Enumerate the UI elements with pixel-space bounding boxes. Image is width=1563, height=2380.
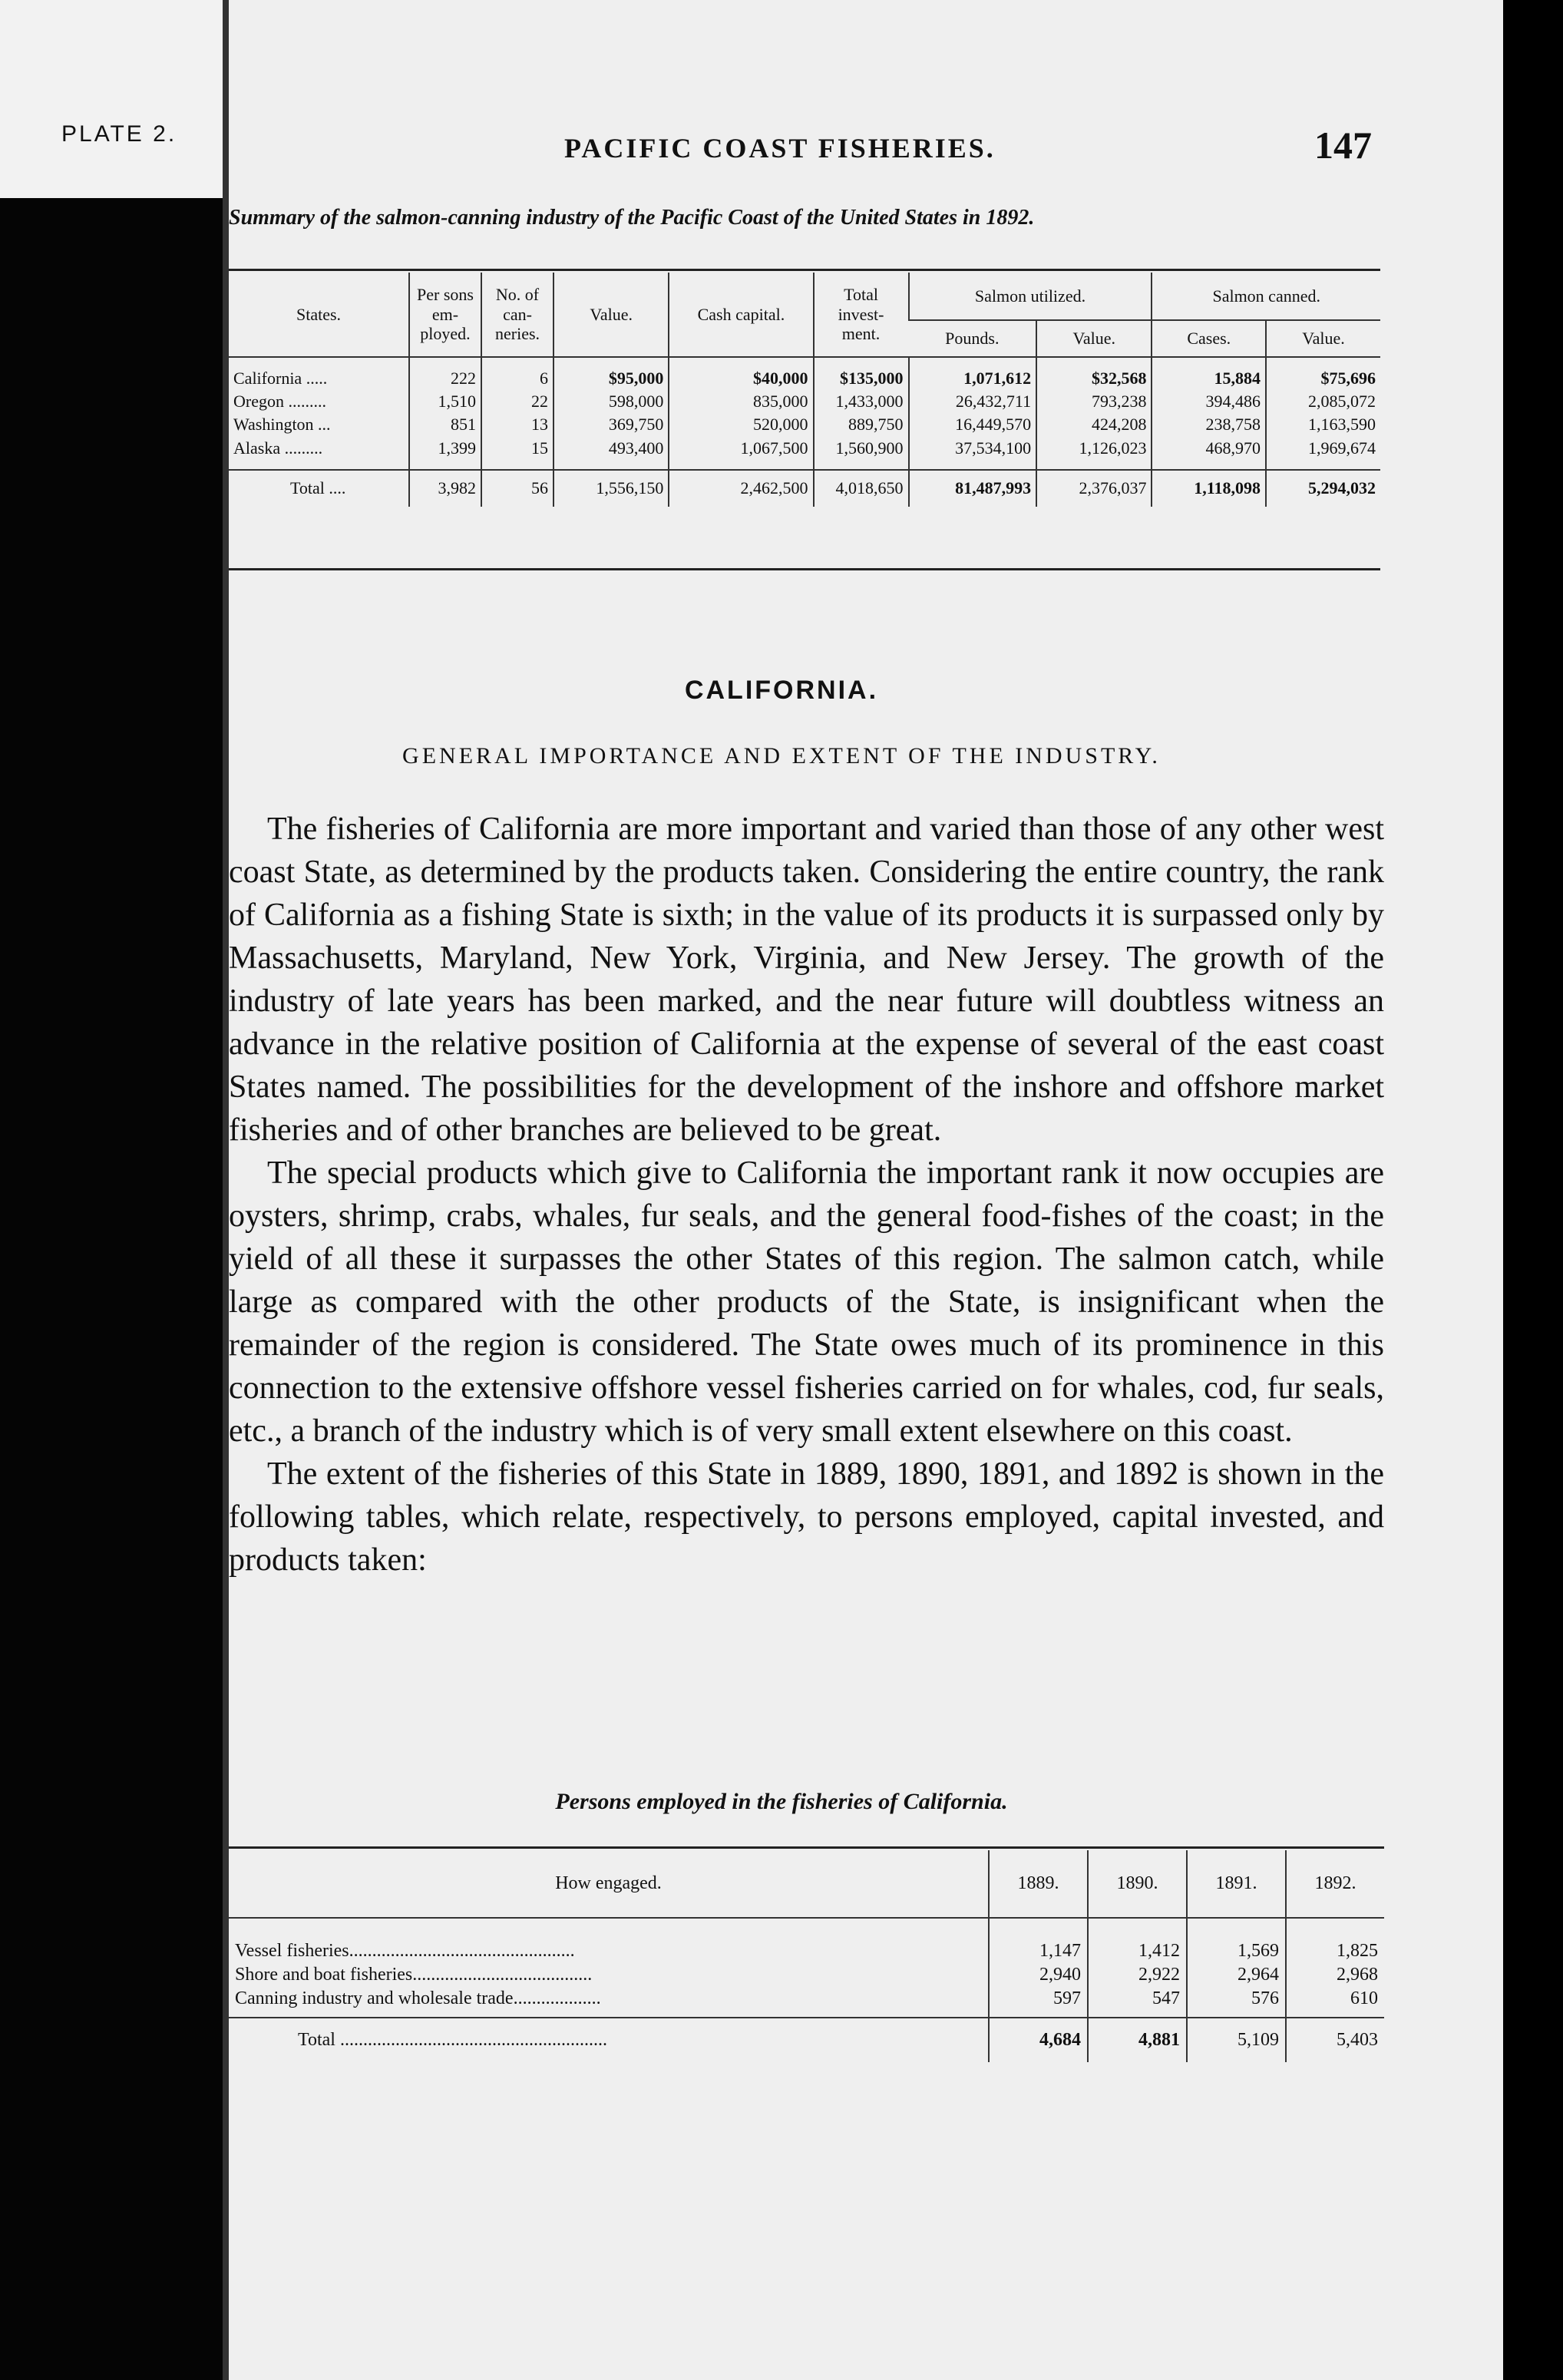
cell: 2,940: [989, 1963, 1088, 1987]
col-investment: Total invest- ment.: [814, 273, 909, 357]
table-row: [229, 1987, 1384, 2018]
cell: 493,400: [553, 437, 669, 470]
col-1891: 1891.: [1187, 1850, 1286, 1918]
cell: 56: [481, 470, 553, 506]
cell: 520,000: [669, 413, 813, 436]
cell: 598,000: [553, 390, 669, 413]
col-pounds: Pounds.: [909, 320, 1037, 356]
col-1890: 1890.: [1088, 1850, 1187, 1918]
cell: 4,684: [989, 2018, 1088, 2062]
table-bottom-rule: [229, 568, 1380, 570]
cell: $135,000: [814, 357, 909, 390]
cell: $75,696: [1266, 357, 1380, 390]
col-1892: 1892.: [1286, 1850, 1384, 1918]
cell: 1,510: [409, 390, 481, 413]
cell: 4,018,650: [814, 470, 909, 506]
cell: Canning industry and wholesale trade...................: [235, 1988, 601, 2008]
col-persons: Per sons em- ployed.: [409, 273, 481, 357]
cell: 468,970: [1152, 437, 1266, 470]
cell: 37,534,100: [909, 437, 1037, 470]
cell: 547: [1088, 1987, 1187, 2018]
page-binding-edge: [223, 0, 229, 2380]
body-text: [229, 808, 1384, 1582]
cell: Alaska .........: [233, 438, 323, 458]
table-row: [229, 437, 1380, 470]
cell: 576: [1187, 1987, 1286, 2018]
cell: Vessel fisheries.................................................: [235, 1941, 575, 1961]
cell: Washington ...: [233, 415, 331, 435]
cell: $32,568: [1036, 357, 1152, 390]
cell: 1,433,000: [814, 390, 909, 413]
col-1889: 1889.: [989, 1850, 1088, 1918]
summary-table-title: Summary of the salmon-canning industry of the Pacific Coast of the United States in 1892.: [229, 206, 1035, 230]
cell: $40,000: [669, 357, 813, 390]
cell: 15: [481, 437, 553, 470]
page-number: 147: [1314, 124, 1372, 167]
col-states: States.: [296, 304, 342, 324]
total-row: [229, 470, 1380, 506]
plate-label: PLATE 2.: [61, 121, 177, 147]
cell: 26,432,711: [909, 390, 1037, 413]
col-canned-value: Value.: [1266, 320, 1380, 356]
cell: 597: [989, 1987, 1088, 2018]
cell: 369,750: [553, 413, 669, 436]
table-row: [229, 1918, 1384, 1963]
cell: 1,969,674: [1266, 437, 1380, 470]
cell: 424,208: [1036, 413, 1152, 436]
col-value: Value.: [553, 273, 669, 357]
cell: 889,750: [814, 413, 909, 436]
cell: 15,884: [1152, 357, 1266, 390]
cell: 2,462,500: [669, 470, 813, 506]
cell: 6: [481, 357, 553, 390]
cell: 1,560,900: [814, 437, 909, 470]
cell: 2,964: [1187, 1963, 1286, 1987]
table-top-rule: [229, 269, 1380, 271]
cell: 1,067,500: [669, 437, 813, 470]
cell: 2,085,072: [1266, 390, 1380, 413]
cell: Total ....: [229, 470, 409, 506]
cell: 5,109: [1187, 2018, 1286, 2062]
salmon-summary-table: [229, 273, 1380, 507]
persons-employed-table: [229, 1850, 1384, 2062]
cell: 1,126,023: [1036, 437, 1152, 470]
cell: 222: [409, 357, 481, 390]
cell: 1,399: [409, 437, 481, 470]
cell: 16,449,570: [909, 413, 1037, 436]
cell: 81,487,993: [909, 470, 1037, 506]
cell: 835,000: [669, 390, 813, 413]
cell: 394,486: [1152, 390, 1266, 413]
cell: Total ..........................................................: [229, 2018, 989, 2062]
cell: 1,147: [989, 1918, 1088, 1963]
cell: 2,376,037: [1036, 470, 1152, 506]
cell: 793,238: [1036, 390, 1152, 413]
cell: 5,294,032: [1266, 470, 1380, 506]
running-head: PACIFIC COAST FISHERIES.: [564, 133, 996, 164]
cell: Oregon .........: [233, 391, 326, 411]
cell: 13: [481, 413, 553, 436]
paragraph: The fisheries of California are more important and varied than those of any other west coast State, as determined by the products taken. Considering the entire country, the rank of California as a fishing State is sixth; in the value of its products it is surpassed only by Massachusetts, Maryland, New York, Virginia, and New Jersey. The growth of the industry of late years has been marked, and the near future will doubtless witness an advance in the relative position of California at the expense of several of the east coast States named. The possibilities for the development of the inshore and offshore market fisheries and of other branches are believed to be great.: [229, 812, 1384, 1148]
cell: 5,403: [1286, 2018, 1384, 2062]
cell: 1,118,098: [1152, 470, 1266, 506]
cell: 1,556,150: [553, 470, 669, 506]
right-border: [1503, 0, 1563, 2380]
table-row: [229, 357, 1380, 390]
cell: California .....: [233, 368, 328, 388]
total-row: [229, 2018, 1384, 2062]
cell: 610: [1286, 1987, 1384, 2018]
col-salmon-canned: Salmon canned.: [1152, 273, 1380, 320]
paragraph: The extent of the fisheries of this State in 1889, 1890, 1891, and 1892 is shown in the following tables, which relate, respectively, to persons employed, capital invested, and products taken:: [229, 1456, 1384, 1578]
cell: 238,758: [1152, 413, 1266, 436]
dark-background-block: [0, 198, 223, 2380]
cell: 22: [481, 390, 553, 413]
table-top-rule: [229, 1846, 1384, 1849]
cell: 2,922: [1088, 1963, 1187, 1987]
cell: 2,968: [1286, 1963, 1384, 1987]
col-how-engaged: How engaged.: [555, 1873, 662, 1893]
col-utilized-value: Value.: [1036, 320, 1152, 356]
cell: 1,071,612: [909, 357, 1037, 390]
cell: Shore and boat fisheries.......................................: [235, 1964, 593, 1985]
col-canneries: No. of can- neries.: [481, 273, 553, 357]
section-subtitle: GENERAL IMPORTANCE AND EXTENT OF THE INDUSTRY.: [402, 743, 1161, 769]
cell: 851: [409, 413, 481, 436]
cell: 1,569: [1187, 1918, 1286, 1963]
cell: 4,881: [1088, 2018, 1187, 2062]
paragraph: The special products which give to California the important rank it now occupies are oysters, shrimp, crabs, whales, fur seals, and the general food-fishes of the coast; in the yield of all these it surpasses the other States of this region. The salmon catch, while large as compared with the other products of the State, is insignificant when the remainder of the region is considered. The State owes much of its prominence in this connection to the extensive offshore vessel fisheries carried on for whales, cod, fur seals, etc., a branch of the industry which is of very small extent elsewhere on this coast.: [229, 1155, 1384, 1449]
persons-table-title: Persons employed in the fisheries of California.: [555, 1789, 1008, 1814]
cell: 1,163,590: [1266, 413, 1380, 436]
col-salmon-utilized: Salmon utilized.: [909, 273, 1152, 320]
cell: 1,412: [1088, 1918, 1187, 1963]
col-cash: Cash capital.: [669, 273, 813, 357]
table-row: [229, 390, 1380, 413]
cell: 1,825: [1286, 1918, 1384, 1963]
section-title: CALIFORNIA.: [684, 676, 879, 705]
table-row: [229, 1963, 1384, 1987]
col-cases: Cases.: [1152, 320, 1266, 356]
cell: $95,000: [553, 357, 669, 390]
cell: 3,982: [409, 470, 481, 506]
table-row: [229, 413, 1380, 436]
